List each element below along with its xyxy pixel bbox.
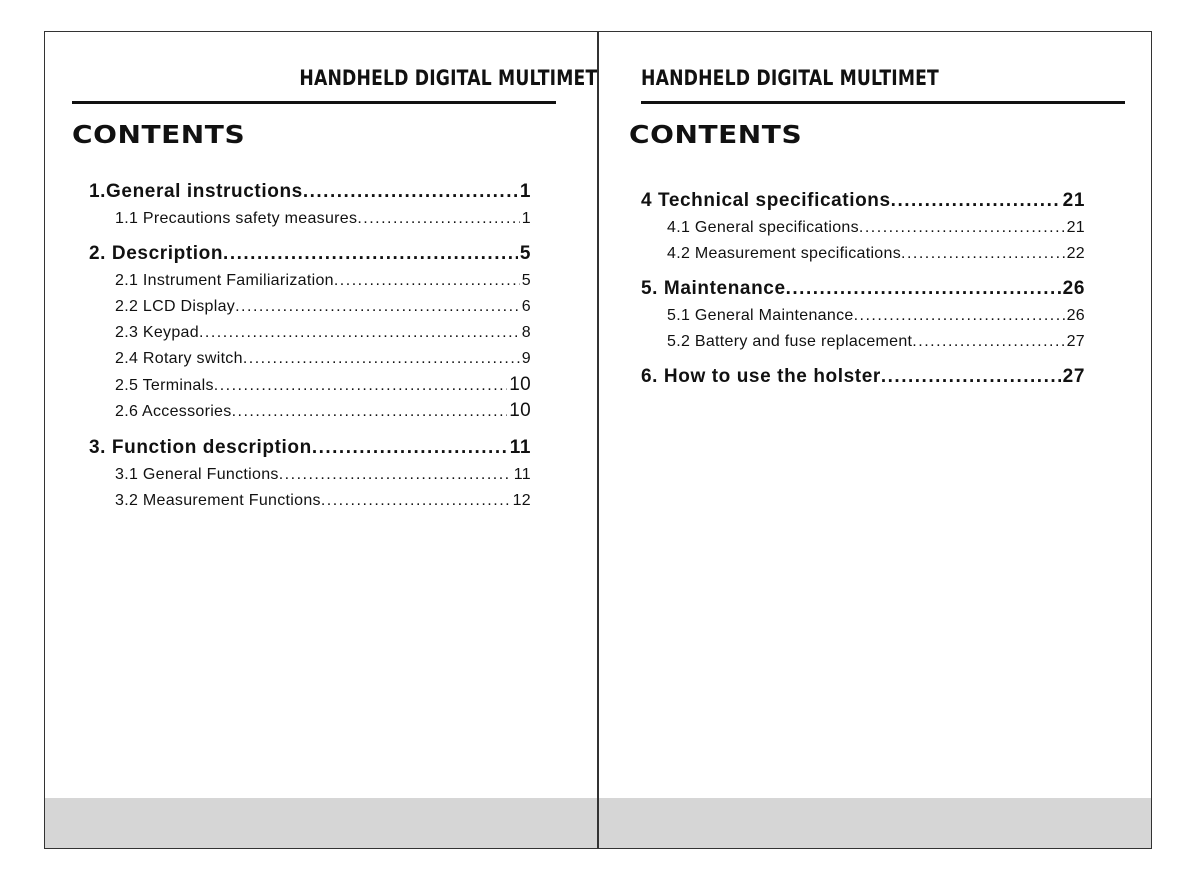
toc-item-title: 3.1 General Functions — [115, 466, 279, 483]
toc-section-title: 1.General instructions — [89, 181, 303, 202]
toc-leader — [223, 240, 518, 268]
toc-leader — [859, 215, 1065, 241]
table-of-contents — [89, 178, 531, 514]
toc-item-title: 2.2 LCD Display — [115, 298, 236, 315]
toc-section-4[interactable] — [641, 187, 1085, 215]
toc-page-number: 10 — [509, 400, 531, 421]
toc-item-2-5[interactable] — [89, 372, 531, 398]
toc-section-title: 5. Maintenance — [641, 278, 786, 299]
toc-page-number: 5 — [521, 272, 531, 289]
toc-item-2-1[interactable] — [89, 268, 531, 294]
toc-item-3-1[interactable] — [89, 462, 531, 488]
left-page — [44, 31, 598, 849]
toc-leader — [912, 329, 1064, 355]
toc-leader — [199, 320, 520, 346]
header-rule — [641, 101, 1125, 104]
header-title: HANDHELD DIGITAL MULTIMET — [641, 66, 939, 90]
page-footer-band — [45, 798, 597, 848]
toc-item-title: 2.4 Rotary switch — [115, 350, 243, 367]
toc-item-2-4[interactable] — [89, 346, 531, 372]
toc-page-number: 6 — [521, 298, 531, 315]
toc-leader — [243, 346, 520, 372]
toc-page-number: 11 — [509, 437, 531, 458]
toc-item-title: 5.1 General Maintenance — [667, 307, 854, 324]
toc-page-number: 12 — [512, 492, 531, 509]
toc-page-number: 27 — [1066, 333, 1085, 350]
right-page — [598, 31, 1152, 849]
toc-item-3-2[interactable] — [89, 488, 531, 514]
toc-item-title: 2.6 Accessories — [115, 403, 232, 420]
toc-item-4-2[interactable] — [641, 241, 1085, 267]
toc-item-2-3[interactable] — [89, 320, 531, 346]
toc-item-title: 1.1 Precautions safety measures — [115, 210, 358, 227]
toc-leader — [854, 303, 1065, 329]
toc-page-number: 27 — [1062, 366, 1085, 387]
toc-leader — [786, 275, 1061, 303]
toc-page-number: 8 — [521, 324, 531, 341]
toc-item-title: 3.2 Measurement Functions — [115, 492, 321, 509]
toc-leader — [881, 363, 1061, 391]
toc-item-title: 5.2 Battery and fuse replacement — [667, 333, 913, 350]
toc-page-number: 1 — [519, 181, 531, 202]
toc-item-title: 2.5 Terminals — [115, 377, 214, 394]
toc-leader — [303, 178, 518, 206]
toc-section-title: 2. Description — [89, 243, 224, 264]
toc-section-3[interactable] — [89, 434, 531, 462]
toc-page-number: 1 — [521, 210, 531, 227]
toc-item-2-2[interactable] — [89, 294, 531, 320]
toc-leader — [357, 206, 519, 232]
toc-section-2[interactable] — [89, 240, 531, 268]
toc-leader — [312, 434, 508, 462]
toc-leader — [901, 241, 1065, 267]
toc-page-number: 26 — [1062, 278, 1085, 299]
toc-item-title: 2.1 Instrument Familiarization — [115, 272, 334, 289]
toc-section-1[interactable] — [89, 178, 531, 206]
toc-page-number: 5 — [519, 243, 531, 264]
toc-item-5-1[interactable] — [641, 303, 1085, 329]
toc-item-title: 2.3 Keypad — [115, 324, 199, 341]
table-of-contents — [641, 187, 1085, 391]
toc-section-title: 3. Function description — [89, 437, 312, 458]
toc-item-title: 4.1 General specifications — [667, 219, 859, 236]
contents-title: CONTENTS — [72, 120, 246, 149]
toc-section-6[interactable] — [641, 363, 1085, 391]
toc-leader — [321, 488, 511, 514]
toc-section-title: 4 Technical specifications — [641, 190, 891, 211]
toc-page-number: 26 — [1066, 307, 1085, 324]
toc-item-1-1[interactable] — [89, 206, 531, 232]
toc-page-number: 22 — [1066, 245, 1085, 262]
toc-leader — [232, 399, 508, 424]
toc-page-number: 11 — [513, 466, 531, 483]
toc-page-number: 10 — [509, 374, 531, 395]
toc-page-number: 21 — [1062, 190, 1085, 211]
contents-title: CONTENTS — [629, 120, 803, 149]
toc-leader — [235, 294, 520, 320]
toc-section-title: 6. How to use the holster — [641, 366, 881, 387]
toc-item-4-1[interactable] — [641, 215, 1085, 241]
toc-item-title: 4.2 Measurement specifications — [667, 245, 901, 262]
toc-leader — [214, 373, 508, 398]
toc-leader — [279, 462, 512, 488]
toc-section-5[interactable] — [641, 275, 1085, 303]
header-rule — [72, 101, 556, 104]
toc-page-number: 21 — [1066, 219, 1085, 236]
toc-leader — [891, 187, 1061, 215]
toc-item-5-2[interactable] — [641, 329, 1085, 355]
toc-item-2-6[interactable] — [89, 398, 531, 424]
header-title: HANDHELD DIGITAL MULTIMET — [299, 66, 597, 90]
page-footer-band — [599, 798, 1151, 848]
toc-leader — [334, 268, 520, 294]
toc-page-number: 9 — [521, 350, 531, 367]
